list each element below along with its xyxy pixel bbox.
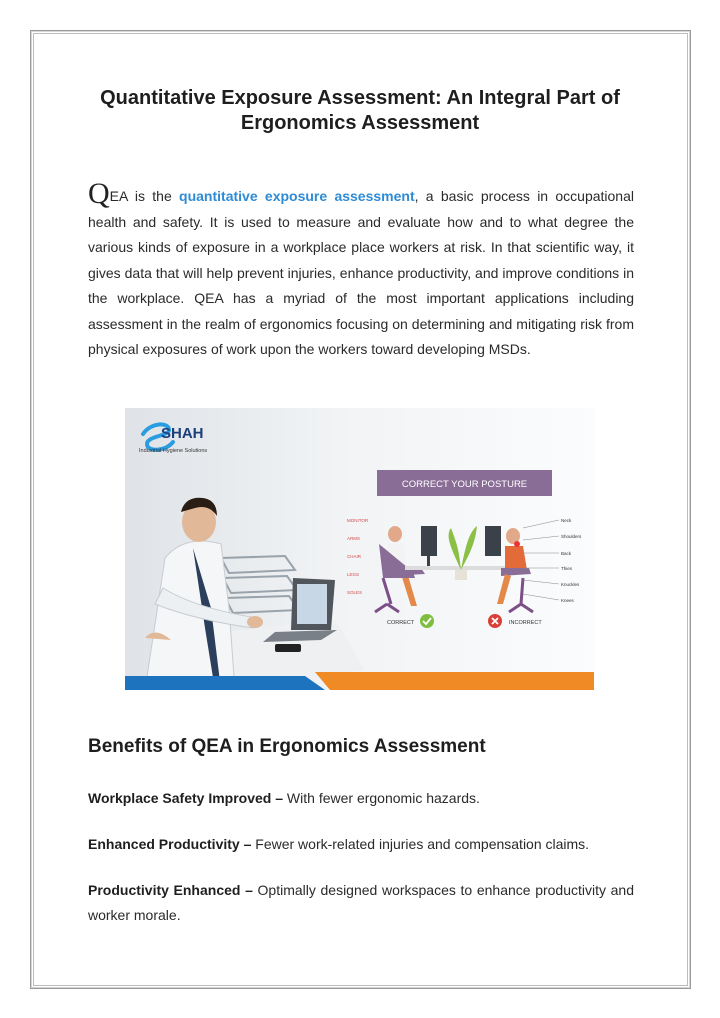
benefit-term: Enhanced Productivity – <box>88 836 252 852</box>
incorrect-label: INCORRECT <box>509 620 542 626</box>
shah-logo <box>139 424 207 454</box>
correct-label: CORRECT <box>387 620 415 626</box>
intro-text-rest: , a basic process in occupational health and safety. It is used to measure and evaluate how and to what degree the various kinds of exposure in a workplace place workers at risk. In that scientific way, it gives data that will help prevent injuries, enhance productivity, and improve conditions in the workplace. QEA has a myriad of the most important applications including assessment in the realm of ergonomics focusing on determining and mitigating risk from physical exposures of work upon the workers toward developing MSDs. <box>88 188 634 357</box>
benefit-term: Workplace Safety Improved – <box>88 790 284 806</box>
benefit-term: Productivity Enhanced – <box>88 882 253 898</box>
drop-cap: Q <box>88 177 110 210</box>
label-soles: SOLES <box>347 590 363 595</box>
intro-paragraph <box>88 177 634 363</box>
label-legs: LEGS <box>347 572 360 577</box>
qea-link[interactable]: quantitative exposure assessment <box>179 188 415 204</box>
benefit-item <box>88 832 634 857</box>
benefit-item <box>88 878 634 928</box>
label-knees: Knees <box>561 598 574 603</box>
title-line-1: Quantitative Exposure Assessment: An Integral Part of <box>100 87 620 109</box>
label-shoulders: Shoulders <box>561 534 582 539</box>
posture-illustration-svg <box>125 408 594 690</box>
label-back: Back <box>561 551 572 556</box>
posture-illustration <box>125 408 594 690</box>
benefit-text: Optimally designed workspaces to enhance productivity and worker morale. <box>88 882 634 923</box>
label-monitor: MONITOR <box>347 518 369 523</box>
posture-banner-text: CORRECT YOUR POSTURE <box>401 479 528 490</box>
check-icon <box>420 614 434 628</box>
logo-tagline: Industrial Hygiene Solutions <box>139 448 208 454</box>
logo-name: SHAH <box>161 425 204 442</box>
label-knuckles: Knuckles <box>561 582 580 587</box>
label-neck: Neck <box>561 518 572 523</box>
title-line-2: Ergonomics Assessment <box>240 112 480 134</box>
label-thies: Thies <box>561 566 573 571</box>
label-arms: ARMS <box>347 536 361 541</box>
intro-text-start: EA is the <box>109 188 180 204</box>
benefit-item <box>88 786 634 811</box>
benefit-text: Fewer work-related injuries and compensation claims. <box>251 836 590 852</box>
benefits-heading: Benefits of QEA in Ergonomics Assessment <box>88 736 486 757</box>
label-chair: CHAIR <box>347 554 362 559</box>
benefit-text: With fewer ergonomic hazards. <box>283 790 480 806</box>
page-title <box>60 86 660 136</box>
